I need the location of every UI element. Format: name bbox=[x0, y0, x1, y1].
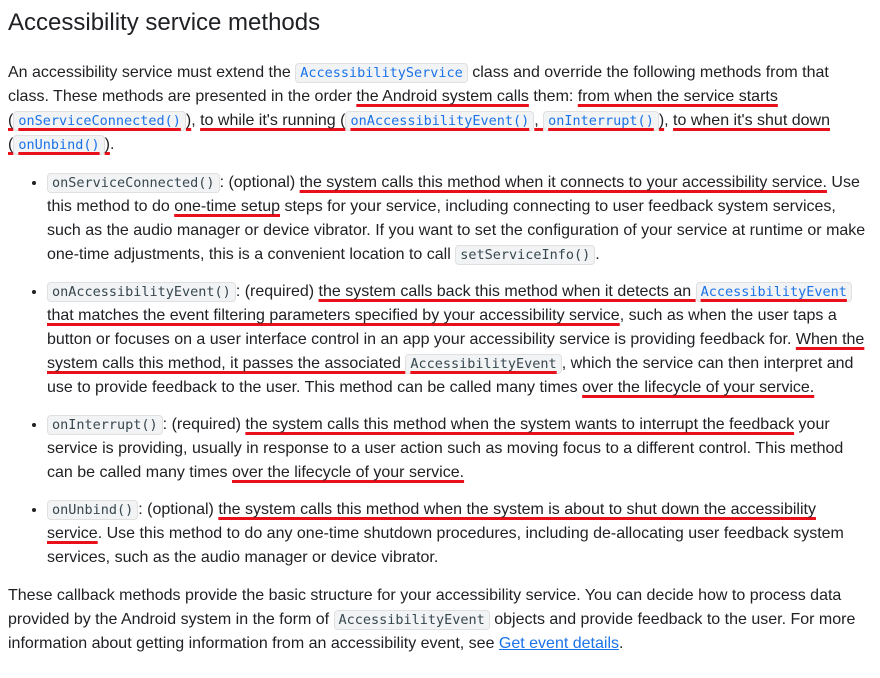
intro-paragraph: An accessibility service must extend the AccessibilityService class and override the following methods from that class. These methods are presented in the order the Android system calls them: from when the service starts ( onServiceConnected() ), to while it's running ( onAccessibilityEvent() , onInterrupt() ), to when it's shut down ( onUnbind() ). bbox=[8, 64, 830, 153]
outro-paragraph: These callback methods provide the basic structure for your accessibility service. You can decide how to process data provided by the Android system in the form of AccessibilityEvent objects and provide feedback to the user. For more information about getting information from an accessibility event, see Get event details. bbox=[8, 587, 856, 652]
annotated-phrase: the system calls this method when it connects to your accessibility service. bbox=[299, 174, 827, 191]
annotated-phrase: to when it's shut down ( onUnbind() ) bbox=[8, 112, 830, 153]
list-item: • onServiceConnected() : (optional) the system calls this method when it connects to your accessibility service. Use this method to do one-time setup steps for your service, including connecting to user feedback system services, such as the audio manager or device vibrator. If you want to set the configuration of your service at runtime or make one-time adjustments, this is a convenient location to call setServiceInfo() . bbox=[47, 170, 870, 267]
annotated-phrase: the system calls this method when the system is about to shut down the accessibility service bbox=[47, 501, 816, 542]
annotated-phrase: to while it's running ( onAccessibilityEvent() , onInterrupt() ) bbox=[200, 112, 665, 129]
annotated-phrase: over the lifecycle of your service. bbox=[582, 379, 815, 396]
annotated-phrase: from when the service starts ( onServiceConnected() ) bbox=[8, 88, 778, 129]
get-event-details-link[interactable]: Get event details bbox=[498, 635, 619, 652]
annotated-phrase: the system calls back this method when it detects an AccessibilityEvent that matches the event filtering parameters specified by your accessibility service bbox=[47, 283, 852, 324]
on-service-connected-link[interactable]: onServiceConnected() bbox=[13, 112, 186, 129]
annotated-phrase: When the system calls this method, it passes the associated AccessibilityEvent bbox=[47, 331, 865, 372]
accessibility-event-link[interactable]: AccessibilityEvent bbox=[696, 283, 852, 300]
on-accessibility-event-link[interactable]: onAccessibilityEvent() bbox=[345, 112, 534, 129]
list-item: • onInterrupt() : (required) the system calls this method when the system wants to interrupt the feedback your service is providing, usually in response to a user action such as moving focus to a different control. This method can be called many times over the lifecycle of your service. bbox=[47, 412, 870, 485]
annotated-phrase: the system calls this method when the system wants to interrupt the feedback bbox=[245, 416, 795, 433]
annotated-phrase: the Android system calls bbox=[356, 88, 529, 105]
section-heading: Accessibility service methods bbox=[8, 9, 321, 36]
annotated-phrase: one-time setup bbox=[174, 198, 281, 215]
list-item: • onUnbind() : (optional) the system calls this method when the system is about to shut down the accessibility service. Use this method to do any one-time shutdown procedures, including de-allocating user feedback system services, such as the audio manager or device vibrator. bbox=[47, 497, 870, 570]
method-list bbox=[8, 170, 870, 570]
accessibility-service-link[interactable]: AccessibilityService bbox=[295, 64, 468, 81]
on-interrupt-link[interactable]: onInterrupt() bbox=[543, 112, 659, 129]
list-item: • onAccessibilityEvent() : (required) the system calls back this method when it detects an AccessibilityEvent that matches the event filtering parameters specified by your accessibility service, such as when the user taps a button or focuses on a user interface control in an app your accessibility service is providing feedback for. When the system calls this method, it passes the associated AccessibilityEvent , which the service can then interpret and use to provide feedback to the user. This method can be called many times over the lifecycle of your service. bbox=[47, 279, 870, 400]
on-unbind-link[interactable]: onUnbind() bbox=[13, 136, 104, 153]
annotated-phrase: over the lifecycle of your service. bbox=[231, 464, 465, 481]
